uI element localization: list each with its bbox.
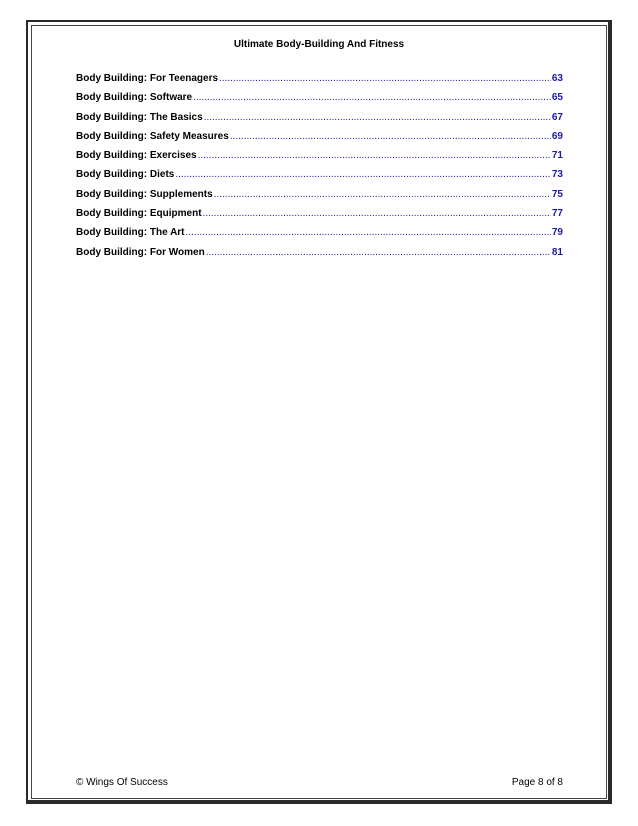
table-of-contents (76, 73, 563, 266)
toc-entry-page[interactable]: 81 (551, 246, 563, 258)
toc-dot-leader (198, 150, 551, 161)
toc-entry[interactable] (76, 112, 563, 131)
toc-entry-title: Body Building: For Teenagers (76, 73, 219, 84)
toc-entry-page[interactable]: 69 (551, 130, 563, 142)
footer-page-number: Page 8 of 8 (511, 777, 563, 788)
toc-dot-leader (230, 131, 551, 142)
toc-entry-title: Body Building: Supplements (76, 188, 213, 200)
toc-entry-title: Body Building: For Women (76, 246, 205, 258)
footer-copyright: © Wings Of Success (76, 777, 168, 788)
toc-dot-leader (193, 92, 551, 103)
toc-entry[interactable] (76, 150, 563, 169)
toc-dot-leader (203, 208, 551, 219)
toc-entry-title: Body Building: The Art (76, 227, 185, 239)
toc-entry-title: Body Building: The Basics (76, 111, 203, 123)
page-header-title: Ultimate Body-Building And Fitness (233, 39, 405, 50)
toc-dot-leader (214, 189, 551, 200)
toc-entry[interactable] (76, 189, 563, 208)
toc-entry-page[interactable]: 77 (551, 208, 563, 220)
toc-entry-title: Body Building: Safety Measures (76, 130, 229, 142)
toc-dot-leader (206, 247, 551, 258)
toc-entry-page[interactable]: 63 (551, 73, 563, 84)
toc-entry-title: Body Building: Equipment (76, 208, 202, 220)
toc-entry[interactable] (76, 227, 563, 246)
toc-entry[interactable] (76, 92, 563, 111)
toc-entry-page[interactable]: 65 (551, 92, 563, 104)
toc-entry-page[interactable]: 67 (551, 111, 563, 123)
toc-entry-title: Body Building: Exercises (76, 150, 197, 162)
toc-dot-leader (204, 112, 551, 123)
toc-entry-page[interactable]: 73 (551, 169, 563, 181)
toc-entry[interactable] (76, 247, 563, 266)
toc-entry[interactable] (76, 73, 563, 92)
toc-entry[interactable] (76, 169, 563, 188)
toc-entry[interactable] (76, 208, 563, 227)
toc-entry-page[interactable]: 75 (551, 188, 563, 200)
toc-entry[interactable] (76, 131, 563, 150)
toc-dot-leader (186, 227, 551, 238)
toc-entry-page[interactable]: 71 (551, 150, 563, 162)
toc-entry-title: Body Building: Software (76, 92, 193, 104)
toc-dot-leader (175, 169, 551, 180)
toc-dot-leader (219, 73, 551, 84)
toc-entry-page[interactable]: 79 (551, 227, 563, 239)
toc-entry-title: Body Building: Diets (76, 169, 175, 181)
